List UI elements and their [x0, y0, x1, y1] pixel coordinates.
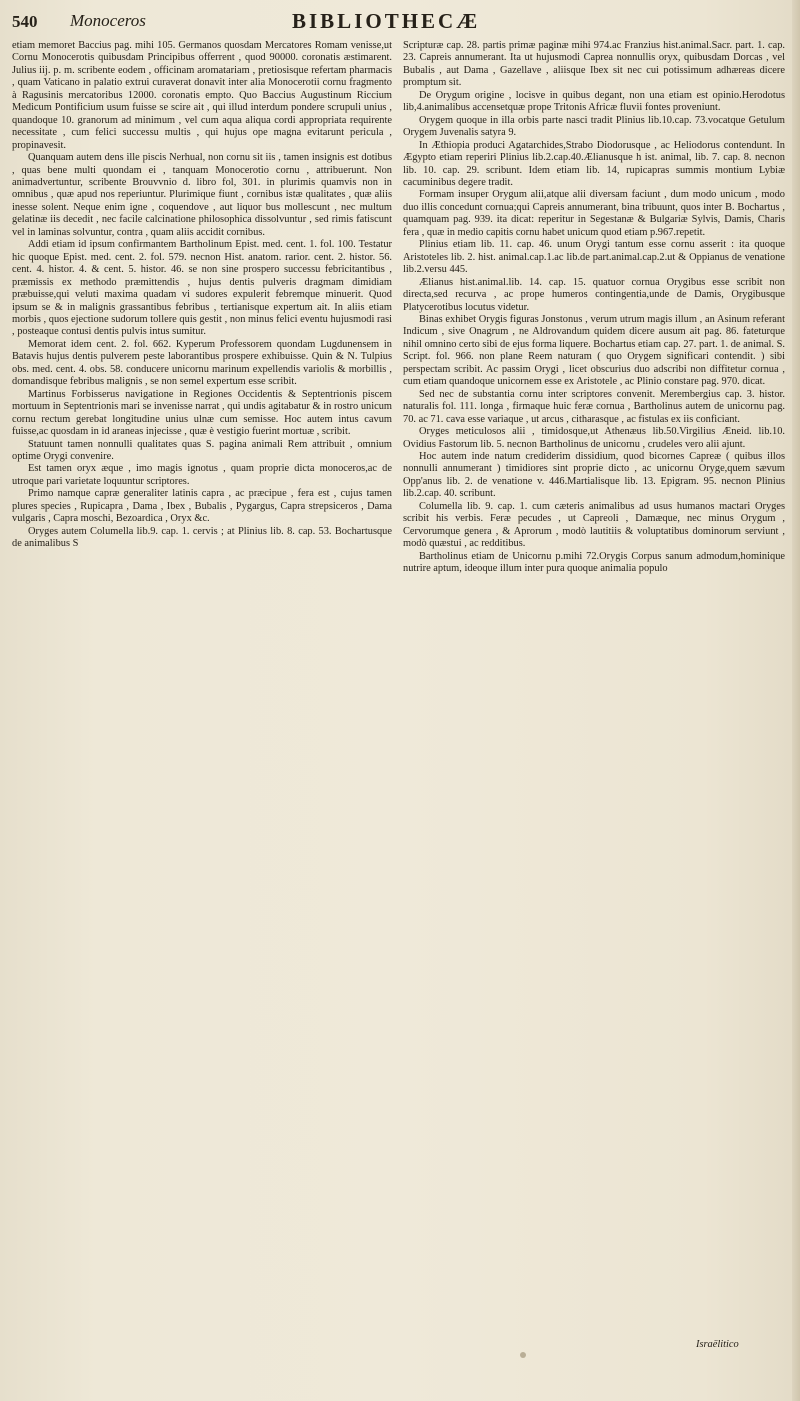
paragraph: Sed nec de substantia cornu inter scriptores convenit. Merembergius cap. 3. histor. naturalis fol. 111. longa , firmaque huic feræ cornua , Bartholinus autem de unicornu pag. 70. ac 71. cava esse variaque , ut arcus , citharasque , ac fistulas ex iis conficiant. — [403, 388, 785, 425]
paragraph: Addi etiam id ipsum confirmantem Bartholinum Epist. med. cent. 1. fol. 100. Testatur hic quoque Epist. med. cent. 2. fol. 579. necnon Hist. anatom. rarior. cent. 2. histor. 56. cent. 4. histor. 4. & cent. 5. histor. 46. se non sine prospero successu febricitantibus , præmissis ex methodo præmittendis , hujus dentis pulveris dragmam dimidiam præbuisse,qui veluti maxima quadam vi sudores expulerit febremque minuerit. Quod ipsum se & in malignis grassantibus febribus , tertianisque expertum ait. In aliis etiam morbis , quos ejectione sudorum tollere quis gestit , non minus felici eventu hujusmodi rasi , posteaque contusi dentis pulvis intus sumitur. — [12, 239, 392, 338]
paragraph: Hoc autem inde natum crediderim dissidium, quod bicornes Capreæ ( quibus illos nonnulli annumerant ) timidiores sint proprie dicto , ac unicornu Oryge,quem sævum Opp'anus lib. 2. de venatione v. 446.Martialisque lib. 13. Epigram. 95. necnon Plinius lib.2.cap. 40. scribunt. — [403, 450, 785, 500]
paragraph: Memorat idem cent. 2. fol. 662. Kyperum Professorem quondam Lugdunensem in Batavis hujus dentis pulverem peste laborantibus prospere exhibuisse. Quin & N. Tulpius obs. med. cent. 4. obs. 58. conducere unicornu marinum expellendis variolis & morbillis , domandisque febribus malignis , se non semel expertum esse scribit. — [12, 338, 392, 388]
paragraph: Primo namque capræ generaliter latinis capra , ac præcipue , fera est , cujus tamen plures species , Rupicapra , Dama , Ibex , Bubalis , Pygargus, Capra strepsiceros , Dama vulgaris , Capra moschi, Bezoardica , Oryx &c. — [12, 488, 392, 525]
paragraph: Statuunt tamen nonnulli qualitates quas S. pagina animali Rem attribuit , omnium optime Orygi convenire. — [12, 438, 392, 462]
running-topic: Monoceros — [70, 11, 146, 30]
paragraph: Quanquam autem dens ille piscis Nerhual, non cornu sit iis , tamen insignis est dotibus , quas bene multi quondam ei , tanquam Monocerotio cornu , attribuerunt. Non animadvertuntur, scribente Brouvvnio d. libro fol, 301. in plurimis quamvis non in omnibus , quæ apud nos reperiuntur. Plurimique fiunt , cornibus istæ qualitates , quæ aliis inesse solent. Neque enim igne , coquendove , aut liquor bus mollescunt , nec multum gelatinæ iis decedit , nec facile calcinatione philosophica dissolvuntur , sed rimis fatiscunt vel in laminas solvuntur, contra , quam aliis accidit cornibus. — [12, 152, 392, 238]
paragraph: Martinus Forbisserus navigatione in Regiones Occidentis & Septentrionis piscem mortuum in Septentrionis mari se invenisse narrat , qui undis agitabatur & in rostro unicum cornu rectum gerebat longitudine unius ulnæ cum semisse. Hoc autem intus cavum fuisse,ac quosdam in id araneas injecisse , quæ è vestigio fuerint mortuæ , scribit. — [12, 388, 392, 438]
ink-spot — [520, 1352, 526, 1358]
paragraph: Formam insuper Orygum alii,atque alii diversam faciunt , dum modo unicum , modo duo illis concedunt cornua;qui Capreis annumerant, bina tribuunt, quos inter B. Bochartus , quamquam pag. 939. ita dicat: reperitur in Segestanæ & Bulgariæ Sylvis, Damis, Charis fera , quæ in medio capitis cornu habet unicum quod etiam p.967.repetit. — [403, 189, 785, 238]
right-column — [403, 40, 785, 575]
paragraph: Bartholinus etiam de Unicornu p.mihi 72.Orygis Corpus sanum admodum,hominique nutrire aptum, ideoque illum inter pura quoque animalia populo — [403, 550, 785, 575]
paragraph: Scripturæ cap. 28. partis primæ paginæ mihi 974.ac Franzius hist.animal.Sacr. part. 1. cap. 23. Capreis annumerant. Ita ut hujusmodi Caprea nonnullis oryx, quibusdam Dorcas , vel Bubalis , aut Dama , Gazellave , aliisque Ibex sit nec cui potissimum adhæreas dicere promptum sit. — [403, 40, 785, 89]
paragraph: Orygem quoque in illa orbis parte nasci tradit Plinius lib.10.cap. 73.vocatque Getulum Orygem Juvenalis satyra 9. — [403, 114, 785, 139]
paragraph: Oryges meticulosos alii , timidosque,ut Athenæus lib.50.Virgilius Æneid. lib.10. Ovidius Fastorum lib. 5. necnon Bartholinus de unicornu , crudeles vero alii ajunt. — [403, 426, 785, 450]
paragraph: Est tamen oryx æque , imo magis ignotus , quam proprie dicta monoceros,ac de utroque pari varietate loquuntur scriptores. — [12, 463, 392, 487]
paragraph: In Æthiopia produci Agatarchides,Strabo Diodorusque , ac Heliodorus contendunt. In Ægypto etiam reperiri Plinius lib.2.cap.40.Ælianusque h ist. animal, lib. 7. cap. 8. necnon lib. 10. cap. 29. scribunt. Idem etiam lib. 14, rupicapras summis montium Lybiæ cacuminibus degere tradit. — [403, 139, 785, 188]
page-number: 540 — [12, 12, 38, 31]
paragraph: Ælianus hist.animal.lib. 14. cap. 15. quatuor cornua Orygibus esse scribit non directa,sed recurva , ac prope humeros contingentia,unde de Damis, Orygibusque Platycerotibus locutus videtur. — [403, 276, 785, 313]
paragraph: Columella lib. 9. cap. 1. cum cæteris animalibus ad usus humanos mactari Oryges scribit his verbis. Feræ pecudes , ut Capreoli , Damæque, nec minus Orygum , Cervorumque genera , & Aprorum , modò lautitiis & voluptatibus dominorum serviunt , modò quæstui , ac redditibus. — [403, 500, 785, 550]
paragraph: De Orygum origine , locisve in quibus degant, non una etiam est opinio.Herodotus lib,4.animalibus accensetquæ prope Tritonis Africæ fluvii fontes proveniunt. — [403, 89, 785, 114]
page-edge — [792, 0, 800, 1401]
paragraph: Plinius etiam lib. 11. cap. 46. unum Orygi tantum esse cornu asserit : ita quoque Aristoteles lib. 2. hist. animal.cap.1.ac lib.de part.animal.cap.2.ut & Oppianus de venatione lib.2.versu 445. — [403, 239, 785, 276]
paragraph: etiam memoret Baccius pag. mihi 105. Germanos quosdam Mercatores Romam venisse,ut Cornu Monocerotis quibusdam Principibus offerrent , quod 90000. coronatis æstimarent. Julius iij. p. m. scribente eodem , officinam aromatariam , pretiosisque refertam pharmacis , quam Vaticano in palatio extrui curaverat donavit inter alia Monocerotii cornu fragmento à Ragusinis mercatoribus 12000. coronatis empto. Quo Baccius Augustinum Riccium Medicum Pontificium usum fuisse se scire ait , qui illud interdum pondere scrupuli unius , quandoque 10. granorum ad minimum , vel cum aqua aliqua cordi appropriata requirente necessitate , cum felici successu multis , qui hujus ope magna evitarunt pericula , propinavesit. — [12, 40, 392, 151]
paragraph: Binas exhibet Orygis figuras Jonstonus , verum utrum magis illum , an Asinum referant Indicum , sive Onagrum , ne Aldrovandum quidem dicere ausum ait pag. 86. fateturque nihil omnino certo sibi de ejus forma liquere. Bochartus etiam cap. 27. part. 1. de animal. S. Script. fol. 966. non plane Reem naturam ( quo Orygem significari contendit. ) sibi perspectam scribit. Ac passim Orygi , licet obscurius duo adscribi non diffitetur cornua , cum etiam quandoque unicornem esse ex Aristotele , ac Plinio constare pag. 970. dicat. — [403, 313, 785, 388]
catchword: Israëlitico — [696, 1339, 739, 1350]
paragraph: Oryges autem Columella lib.9. cap. 1. cervis ; at Plinius lib. 8. cap. 53. Bochartusque de animalibus S — [12, 525, 392, 550]
left-column — [12, 40, 392, 551]
running-head — [12, 10, 788, 36]
running-title: BIBLIOTHECÆ — [292, 9, 481, 33]
